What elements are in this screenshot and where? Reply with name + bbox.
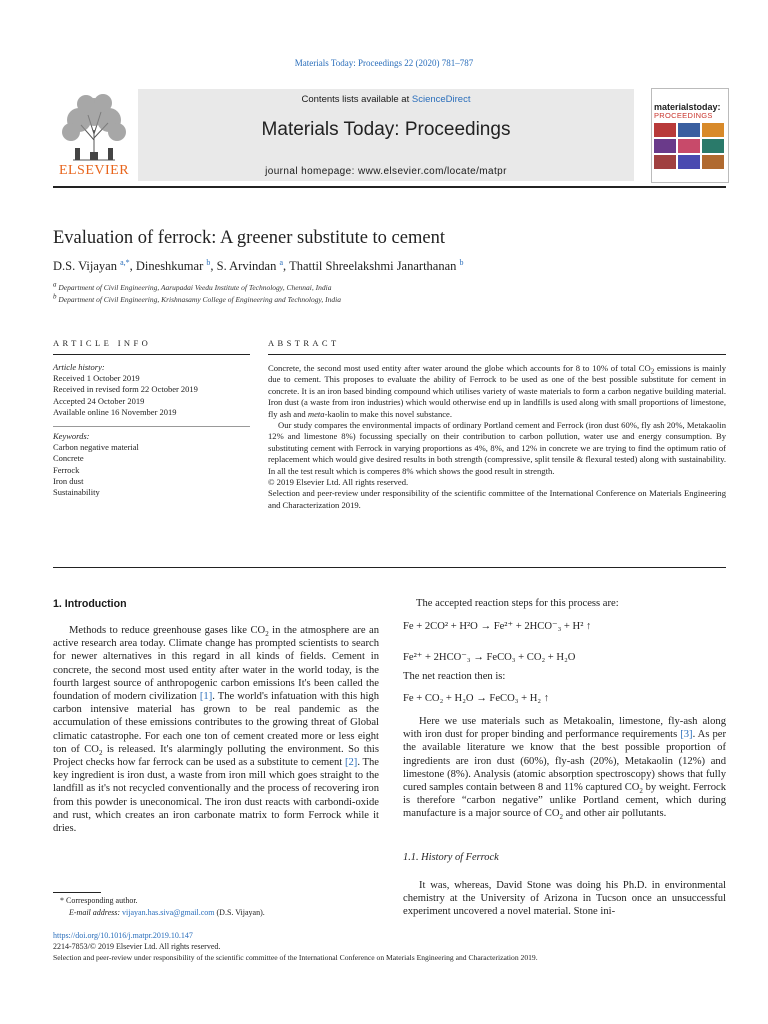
affiliation	[53, 280, 332, 292]
article-title: Evaluation of ferrock: A greener substitute to cement	[53, 228, 445, 248]
header-rule	[53, 186, 726, 188]
net-reaction-intro: The net reaction then is:	[403, 671, 506, 682]
subsection-heading: 1.1. History of Ferrock	[403, 852, 499, 863]
text-run: Concrete, the second most used entity after water around the globe which accounts for 8 to 10% of total CO	[268, 363, 651, 373]
text-run: Here we use materials such as Metakoalin, limestone, fly-ash along with iron dust for proper binding and performance requirements	[403, 716, 726, 741]
keyword: Carbon negative material	[53, 442, 139, 453]
keywords-label: Keywords:	[53, 431, 90, 441]
doi-link[interactable]: https://doi.org/10.1016/j.matpr.2019.10.147	[53, 931, 193, 940]
text-run: . The key ingredient is iron dust, a waste from iron mill which goes straight to the landfill as it's not recycled conventionally and the process of recovering iron from this powder is uneconomical. The iron dust reacts with carbondi-oxide and rust, which creates an iron carbonate matrix to form Ferrock while it dries.	[53, 757, 379, 835]
abstract-paragraph	[268, 363, 726, 420]
history-item: Accepted 24 October 2019	[53, 395, 145, 406]
author-list: D.S. Vijayan $^{a,*}$, Dineshkumar $^b$, S. Arvindan $^a$, Thattil Shreelakshmi Janarthanan $^b$	[53, 257, 464, 273]
contents-line	[138, 94, 634, 105]
article-info-rule	[53, 354, 250, 355]
abstract-selection-note: Selection and peer-review under responsibility of the scientific committee of the International Conference on Materials Engineering and Characterization 2019.	[268, 488, 726, 510]
text-run: -kaolin to make this novel substance.	[324, 408, 453, 419]
journal-cover-thumbnail[interactable]	[651, 88, 729, 183]
equation: Fe²⁺ + 2HCO⁻₃ → FeCO₃ + CO₂ + H₂O	[403, 652, 576, 663]
cover-image-grid	[654, 123, 726, 179]
journal-homepage	[138, 166, 634, 177]
citation-link[interactable]: [2]	[344, 757, 358, 769]
abstract-copyright: © 2019 Elsevier Ltd. All rights reserved.	[268, 477, 409, 488]
reaction-intro: The accepted reaction steps for this process are:	[416, 598, 619, 609]
homepage-url[interactable]: www.elsevier.com/locate/matpr	[357, 166, 507, 177]
article-history	[53, 362, 253, 418]
body-rule	[53, 567, 726, 568]
intro-paragraph	[53, 624, 379, 835]
author-name[interactable]: S. Arvindan	[216, 259, 277, 273]
paragraph: It was, whereas, David Stone was doing his Ph.D. in environmental chemistry at the University of Arizona in Tucson once an unsuccessful experiment uncovered a novel material. Stone ini-	[403, 880, 726, 918]
abstract-body	[268, 363, 726, 511]
subscript: 2	[265, 630, 269, 639]
keyword: Ferrock	[53, 464, 80, 475]
subscript: 2	[98, 748, 103, 757]
author-name[interactable]: D.S. Vijayan	[53, 259, 117, 273]
paragraph	[53, 624, 379, 835]
history-item: Received in revised form 22 October 2019	[53, 384, 198, 395]
journal-title: Materials Today: Proceedings	[261, 119, 511, 140]
affiliation-mark: b	[53, 292, 57, 301]
footnote-rule	[53, 892, 101, 893]
subscript: 2	[559, 813, 563, 822]
homepage-prefix: journal homepage:	[265, 166, 358, 177]
affiliation-mark: a	[53, 280, 57, 289]
footnote-text: Corresponding author.	[66, 896, 138, 905]
text-run: . As per the available literature we know that the best possible proportion of ingredients are iron dust (60%), fly-ash (20%), Metakaolin (12%) and limestone (8%). Analysis (atomic absorption spectroscopy) shows that fully cured samples contain between 8 and 11% captured CO	[403, 729, 726, 794]
equation: Fe + 2CO² + H²O → Fe²⁺ + 2HCO⁻₃ + H² ↑	[403, 621, 592, 632]
text-run: . The world's infatuation with this high carbon intensive material has grown to be real pandemic as the accumulation of these emissions contributes to the growing threat of Global climatic catastrophe. For each one ton of cement created more or less eight ton of CO	[53, 691, 379, 755]
selection-note: Selection and peer-review under responsibility of the scientific committee of the International Conference on Materials Engineering and Characterization 2019.	[53, 953, 538, 962]
author-name[interactable]: Thattil Shreelakshmi Janarthanan	[289, 259, 457, 273]
affiliation	[53, 292, 341, 304]
subscript: 2	[650, 367, 655, 376]
equation: Fe + CO₂ + H₂O → FeCO₃ + H₂ ↑	[403, 693, 549, 704]
author-affiliation-mark[interactable]: a	[279, 257, 284, 267]
email-link[interactable]: vijayan.has.siva@gmail.com	[122, 908, 215, 917]
abstract-heading: ABSTRACT	[268, 338, 340, 348]
author-affiliation-mark[interactable]: b	[459, 257, 464, 267]
keyword: Concrete	[53, 453, 84, 464]
section-heading: 1. Introduction	[53, 598, 127, 610]
text-run: emissions is mainly due to cement. This proposes to evaluate the ability of Ferrock to be used as one of the best possible substitute for cement in concrete. It is an iron based binding compound which utilises variety of waste materials to form a carbon negative building material. Iron dust (a waste from iron industries) which would otherwise end up in landfills is used along with small proportions of limestone, fly ash and	[268, 363, 727, 419]
paragraph	[403, 715, 726, 821]
text-run: and other air pollutants.	[563, 808, 667, 820]
history-item: Received 1 October 2019	[53, 373, 140, 384]
text-run: by weight. Ferrock is therefore “carbon negative” unlike Portland cement, which during manufacture is a major source of CO	[403, 782, 726, 820]
email-owner: (D.S. Vijayan).	[216, 908, 265, 917]
citation-link[interactable]: [3]	[680, 729, 693, 741]
abstract-rule	[268, 354, 726, 355]
citation-link[interactable]: [1]	[199, 691, 213, 703]
history-item: Available online 16 November 2019	[53, 406, 177, 417]
keywords-rule	[53, 426, 250, 427]
contents-prefix: Contents lists available at	[301, 94, 412, 105]
author-affiliation-mark[interactable]: a,*	[120, 257, 130, 267]
keyword: Iron dust	[53, 475, 84, 486]
text-run: in the atmosphere are an active research area today. Climate change has prompted scientists to search for newer alternatives in this regard in all kinds of fields. Cement in concrete, the second most used entity after water in the world today, is the fourth largest source of anthropogenic carbon emissions It's been called the foundation of modern civilization	[53, 625, 379, 703]
history-paragraph	[403, 879, 726, 919]
affiliation-text: Department of Civil Engineering, Krishnasamy College of Engineering and Technology, India	[58, 295, 341, 304]
history-label: Article history:	[53, 362, 105, 372]
affiliation-text: Department of Civil Engineering, Aarupadai Veedu Institute of Technology, Chennai, India	[58, 283, 332, 292]
sciencedirect-link[interactable]: ScienceDirect	[411, 94, 471, 105]
article-info-heading: ARTICLE INFO	[53, 338, 152, 348]
text-run: Methods to reduce greenhouse gases like CO	[69, 625, 266, 636]
text-run: is released. It's alarmingly polluting the environment. So this Project checks how far ferrock can be used as a substitute to cement	[53, 743, 379, 769]
elsevier-wordmark: ELSEVIER	[58, 163, 130, 178]
cover-subtitle: PROCEEDINGS	[654, 111, 713, 120]
keyword: Sustainability	[53, 487, 100, 498]
corresponding-author-note	[60, 896, 138, 905]
email-label: E-mail address:	[69, 908, 121, 917]
cover-title: materialstoday:	[654, 102, 721, 112]
email-note	[69, 908, 265, 917]
keywords-list	[53, 431, 253, 498]
asterisk-mark: *	[60, 896, 64, 905]
subscript: 2	[639, 787, 643, 796]
issn-line: 2214-7853/© 2019 Elsevier Ltd. All rights reserved.	[53, 942, 221, 951]
abstract-paragraph: Our study compares the environmental impacts of ordinary Portland cement and Ferrock (iron dust 60%, fly ash 20%, Metakaolin 12% and limestone 8%) focussing specially on their contribution to carbon pollution, water use and energy consumption. By substituting cement with Ferrock in varying proportions as 4%, 8%, and 12% in concrete we are trying to find the optimum ratio of replacement which would give desired results in both strength (compressive, split tensile & flexural tested) along with sustainability. In all the test result which is comperes 8% which shows the good result in strength.	[268, 420, 726, 476]
journal-reference[interactable]: Materials Today: Proceedings 22 (2020) 781–787	[294, 58, 474, 68]
author-affiliation-mark[interactable]: b	[206, 257, 211, 267]
author-name[interactable]: Dineshkumar	[135, 259, 204, 273]
text-run: meta	[307, 408, 325, 419]
materials-paragraph	[403, 715, 726, 821]
